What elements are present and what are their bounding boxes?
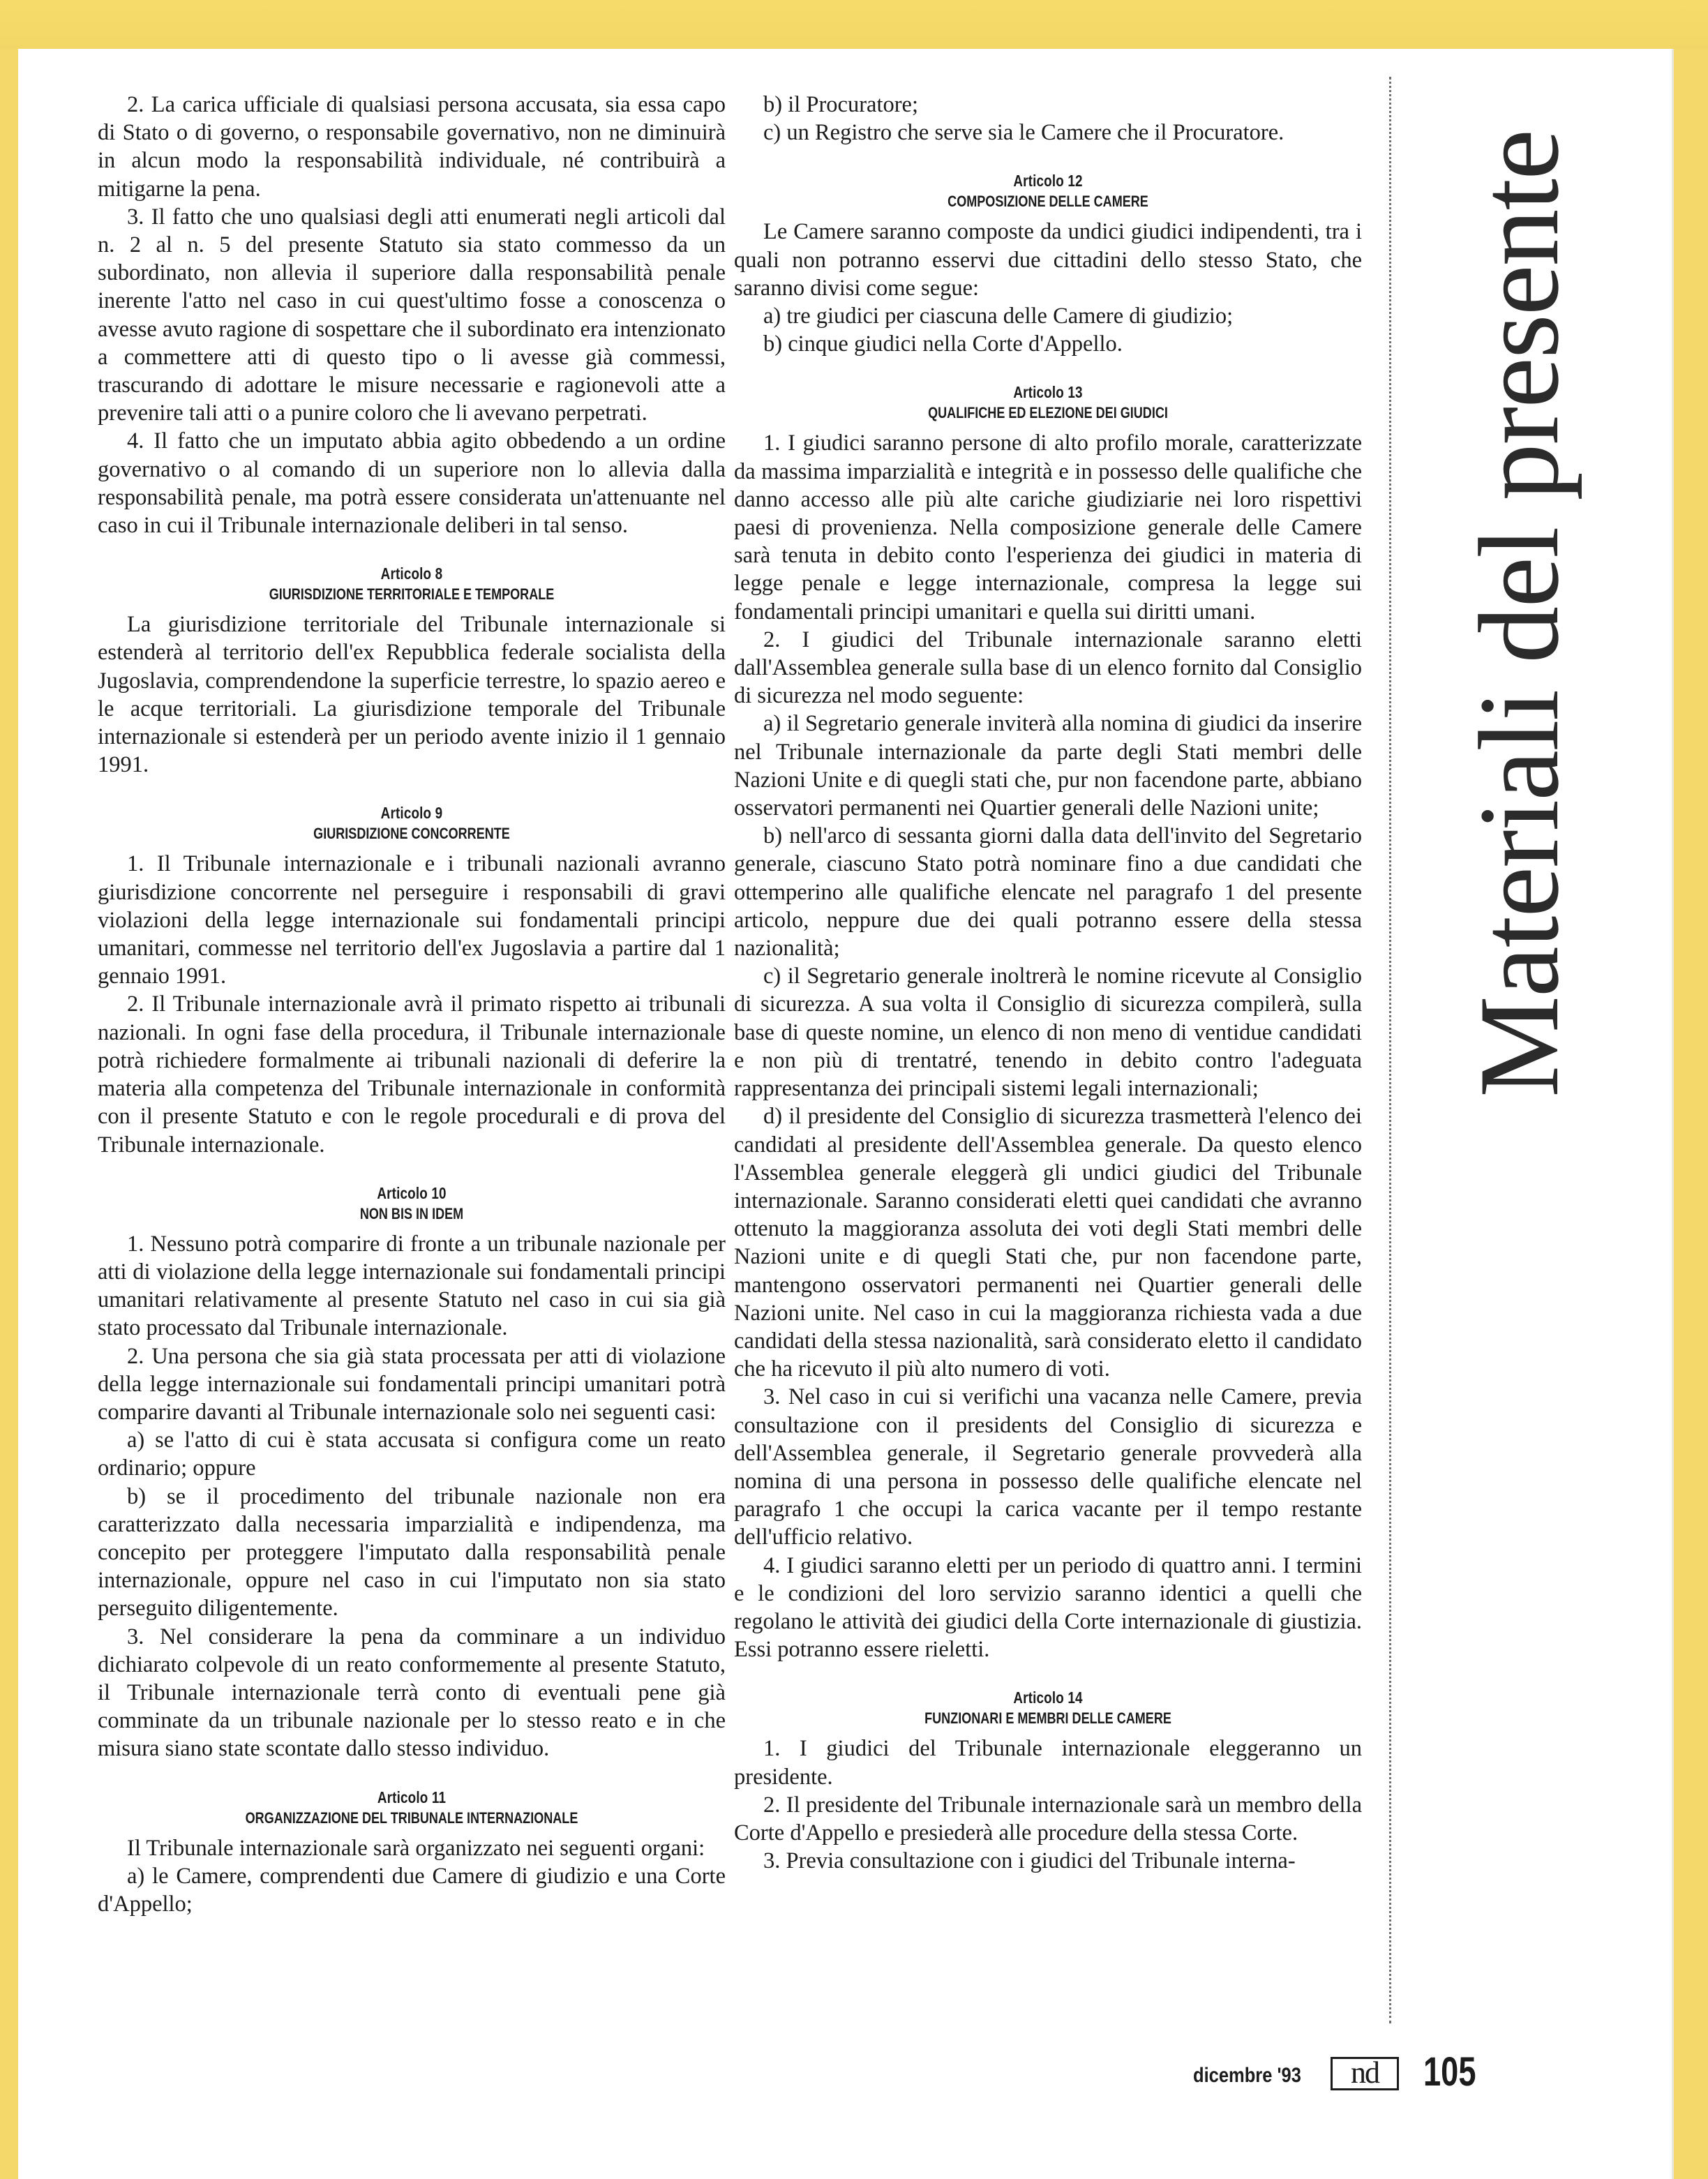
paragraph: 4. Il fatto che un imputato abbia agito obbedendo a un ordine governativo o al comando di un superiore non lo allevia dalla responsabilità penale, ma potrà essere considerata un'attenuante nel caso in cui il Tribunale internazionale deliberi in tal senso. (98, 428, 726, 539)
article-title: GIURISDIZIONE TERRITORIALE E TEMPORALE (269, 585, 555, 604)
paragraph: 2. I giudici del Tribunale internazionale saranno eletti dall'Assemblea generale sulla base di un elenco fornito dal Consiglio di sicurezza nel modo seguente: (734, 627, 1362, 709)
left-column (98, 91, 726, 1918)
column-divider (1389, 77, 1391, 2023)
paragraph: c) il Segretario generale inoltrerà le nomine ricevute al Consiglio di sicurezza. A sua volta il Consiglio di sicurezza compilerà, sulla base di queste nomine, un elenco di non meno di ventidue candidati e non più di trentatré, tenendo in debito contro l'adeguata rappresentanza dei principali sistemi legali internazionali; (734, 964, 1362, 1102)
paragraph: b) il Procuratore; (763, 92, 919, 117)
paragraph: 3. Il fatto che uno qualsiasi degli atti enumerati negli articoli dal n. 2 al n. 5 del presente Statuto sia stato commesso da un subordinato, non allevia il superiore dalla responsabilità penale inerente l'atto nel caso in cui quest'ultimo fosse a conoscenza o avesse avuto ragione di sospettare che il subordinato era intenzionato a commettere atti di questo tipo o li avesse già commessi, trascurando di adottare le misure necessarie e ragionevoli atte a prevenire tali atti o a punire coloro che li avevano perpetrati. (98, 204, 726, 426)
article-number: Articolo 12 (1013, 172, 1083, 190)
paragraph: b) cinque giudici nella Corte d'Appello. (763, 331, 1123, 357)
article-number: Articolo 10 (377, 1183, 447, 1202)
paragraph: 1. I giudici del Tribunale internazionale eleggeranno un presidente. (734, 1736, 1362, 1790)
paragraph: 1. I giudici saranno persone di alto profilo morale, caratterizzate da massima imparzialità e integrità e in possesso delle qualifiche che danno accesso alle più alte cariche giudiziarie nei loro rispettivi paesi di provenienza. Nella composizione generale delle Camere sarà tenuta in debito conto l'esperienza dei giudici in materia di legge penale e legge internazionale, compresa la legge sui fondamentali principi umanitari e quella sui diritti umani. (734, 430, 1362, 624)
paragraph: 2. La carica ufficiale di qualsiasi persona accusata, sia essa capo di Stato o di governo, o responsabile governativo, non ne diminuirà in alcun modo la responsabilità individuale, né contribuirà a mitigarne la pena. (98, 92, 726, 202)
article-title: FUNZIONARI E MEMBRI DELLE CAMERE (924, 1709, 1171, 1728)
issue-date: dicembre '93 (1193, 2064, 1301, 2087)
paragraph: 3. Nel caso in cui si verifichi una vacanza nelle Camere, previa consultazione con il presidents del Consiglio di sicurezza e dell'Assemblea generale, il Segretario generale provvederà alla nomina di una persona in possesso delle qualifiche elencate nel paragrafo 1 che occupi la carica vacante per il tempo restante dell'ufficio relativo. (734, 1384, 1362, 1550)
scan-background-top (0, 0, 1708, 49)
article-heading (98, 563, 726, 605)
paragraph: 3. Nel considerare la pena da comminare a un individuo dichiarato colpevole di un reato conformemente al presente Statuto, il Tribunale internazionale terrà conto di eventuali pene già comminate da un tribunale nazionale per lo stesso reato e in che misura siano state scontate dallo stesso individuo. (98, 1624, 726, 1762)
paragraph: 2. Il presidente del Tribunale internazionale sarà un membro della Corte d'Appello e presiederà alle procedure della stessa Corte. (734, 1792, 1362, 1845)
article-title: QUALIFICHE ED ELEZIONE DEI GIUDICI (928, 404, 1168, 422)
paragraph: d) il presidente del Consiglio di sicurezza trasmetterà l'elenco dei candidati al presidente dell'Assemblea generale. Da questo elenco l'Assemblea generale eleggerà gli undici giudici del Tribunale internazionale. Saranno considerati eletti quei candidati che avranno ottenuto la maggioranza assoluta dei voti degli Stati membri delle Nazioni unite e di quegli Stati che, pur non facendone parte, mantengono osservatori permanenti nei Quartier generali delle Nazioni unite. Nel caso in cui la maggioranza richiesta vada a due candidati della stessa nazionalità, sarà considerato eletto il candidato che ha ricevuto il più alto numero di voti. (734, 1104, 1362, 1382)
article-number: Articolo 11 (377, 1788, 447, 1806)
paragraph: a) se l'atto di cui è stata accusata si configura come un reato ordinario; oppure (98, 1428, 726, 1481)
article-number: Articolo 9 (380, 804, 443, 823)
paragraph: c) un Registro che serve sia le Camere che il Procuratore. (763, 120, 1284, 146)
article-number: Articolo 13 (1013, 383, 1083, 402)
paragraph: 1. Il Tribunale internazionale e i tribunali nazionali avranno giurisdizione concorrente nel perseguire i responsabili di gravi violazioni della legge internazionale sui fondamentali principi umanitari, commesse nel territorio dell'ex Jugoslavia a partire dal 1 gennaio 1991. (98, 851, 726, 989)
article-number: Articolo 14 (1013, 1688, 1083, 1707)
paragraph: a) tre giudici per ciascuna delle Camere di giudizio; (763, 304, 1234, 329)
article-title: COMPOSIZIONE DELLE CAMERE (947, 193, 1148, 211)
paragraph: 2. Una persona che sia già stata processata per atti di violazione della legge internazionale sui fondamentali principi umanitari potrà comparire davanti al Tribunale internazionale solo nei seguenti casi: (98, 1343, 726, 1425)
article-heading (98, 1787, 726, 1829)
article-heading (734, 382, 1362, 424)
paragraph: Le Camere saranno composte da undici giudici indipendenti, tra i quali non potranno esservi due cittadini dello stesso Stato, che saranno divisi come segue: (734, 219, 1362, 301)
paragraph: La giurisdizione territoriale del Tribunale internazionale si estenderà al territorio dell'ex Repubblica federale socialista della Jugoslavia, comprendendone la superficie terrestre, lo spazio aereo e le acque territoriali. La giurisdizione temporale del Tribunale internazionale si estenderà per un periodo avente inizio il 1 gennaio 1991. (98, 612, 726, 778)
paragraph: 1. Nessuno potrà comparire di fronte a un tribunale nazionale per atti di violazione della legge internazionale sui fondamentali principi umanitari relativamente al presente Statuto nel caso in cui sia già stato processato dal Tribunale internazionale. (98, 1231, 726, 1341)
article-heading (98, 802, 726, 844)
paragraph: 3. Previa consultazione con i giudici del Tribunale interna- (763, 1848, 1296, 1874)
article-heading (734, 1687, 1362, 1729)
article-heading (734, 170, 1362, 212)
paragraph: Il Tribunale internazionale sarà organizzato nei seguenti organi: (127, 1835, 705, 1861)
paragraph: b) nell'arco di sessanta giorni dalla data dell'invito del Segretario generale, ciascuno Stato potrà nominare fino a due candidati che ottemperino alle qualifiche elencate nel paragrafo 1 del presente articolo, neppure due dei quali potranno essere della stessa nazionalità; (734, 823, 1362, 961)
paragraph: 2. Il Tribunale internazionale avrà il primato rispetto ai tribunali nazionali. In ogni fase della procedura, il Tribunale internazionale potrà richiedere formalmente ai tribunali nazionali di deferire la materia alla competenza del Tribunale internazionale in conformità con il presente Statuto e con le regole procedurali e di prova del Tribunale internazionale. (98, 991, 726, 1158)
article-heading (98, 1183, 726, 1225)
paragraph: 4. I giudici saranno eletti per un periodo di quattro anni. I termini e le condizioni del loro servizio saranno identici a quelli che regolano le attività dei giudici della Corte internazionale di giustizia. Essi potranno essere rieletti. (734, 1552, 1362, 1663)
magazine-logo: nd (1331, 2057, 1399, 2090)
page-number: 105 (1423, 2049, 1476, 2095)
article-title: NON BIS IN IDEM (359, 1204, 464, 1222)
article-number: Articolo 8 (380, 564, 443, 583)
article-title: ORGANIZZAZIONE DEL TRIBUNALE INTERNAZIONALE (245, 1809, 578, 1827)
paragraph: b) se il procedimento del tribunale nazionale non era caratterizzato dalla necessaria imparzialità e indipendenza, ma concepito per proteggere l'imputato dalla responsabilità penale internazionale, oppure nel caso in cui l'imputato non sia stato perseguito diligentemente. (98, 1483, 726, 1622)
right-column (734, 91, 1362, 1875)
article-title: GIURISDIZIONE CONCORRENTE (313, 825, 510, 843)
paragraph: a) le Camere, comprendenti due Camere di giudizio e una Corte d'Appello; (98, 1863, 726, 1917)
section-side-title: Materiali del presente (1456, 130, 1582, 1098)
paragraph: a) il Segretario generale inviterà alla nomina di giudici da inserire nel Tribunale internazionale da parte degli Stati membri delle Nazioni Unite e di quegli stati che, pur non facendone parte, abbiano osservatori permanenti nei Quartier generali delle Nazioni unite; (734, 711, 1362, 821)
